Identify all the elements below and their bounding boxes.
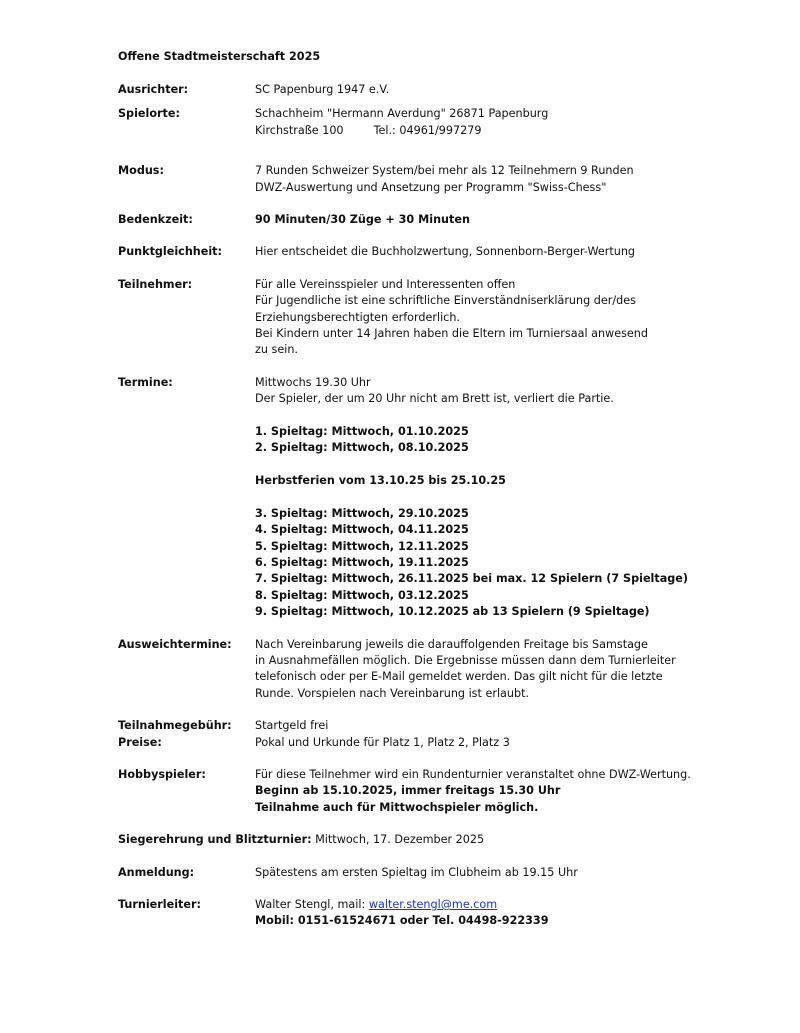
value-preise: Pokal und Urkunde für Platz 1, Platz 2, Platz 3 bbox=[255, 735, 510, 749]
email-link[interactable]: walter.stengl@me.com bbox=[368, 897, 498, 911]
teilnehmer-line: Bei Kindern unter 14 Jahren haben die Eltern im Turniersaal anwesend bbox=[255, 326, 648, 340]
turnierleiter-name: Walter Stengl, mail: bbox=[255, 897, 369, 911]
section-termine bbox=[118, 375, 718, 621]
label-teilnahmegebuehr: Teilnahmegebühr: bbox=[118, 719, 232, 733]
ausweichtermine-line: telefonisch oder per E-Mail gemeldet werden. Das gilt nicht für die letzte bbox=[255, 670, 663, 684]
section-punktgleichheit bbox=[118, 244, 718, 260]
venue-name: Schachheim "Hermann Averdung" 26871 Papenburg bbox=[255, 107, 549, 121]
label-teilnehmer: Teilnehmer: bbox=[118, 277, 193, 291]
value-bedenkzeit: 90 Minuten/30 Züge + 30 Minuten bbox=[255, 212, 470, 226]
round-date: 2. Spieltag: Mittwoch, 08.10.2025 bbox=[255, 441, 469, 455]
teilnehmer-line: zu sein. bbox=[255, 343, 298, 357]
hobbyspieler-line: Für diese Teilnehmer wird ein Rundenturnier veranstaltet ohne DWZ-Wertung. bbox=[255, 767, 691, 781]
label-siegerehrung: Siegerehrung und Blitzturnier: bbox=[118, 833, 312, 847]
value-teilnahmegebuehr: Startgeld frei bbox=[255, 719, 329, 733]
round-date: 7. Spieltag: Mittwoch, 26.11.2025 bei max. 12 Spielern (7 Spieltage) bbox=[255, 572, 688, 586]
teilnehmer-line: Für alle Vereinsspieler und Interessenten offen bbox=[255, 277, 516, 291]
turnierleiter-phones: Mobil: 0151-61524671 oder Tel. 04498-922339 bbox=[255, 914, 549, 928]
label-turnierleiter: Turnierleiter: bbox=[118, 897, 201, 911]
label-anmeldung: Anmeldung: bbox=[118, 865, 195, 879]
section-preise bbox=[118, 735, 718, 751]
section-hobbyspieler bbox=[118, 767, 718, 816]
termine-intro: Der Spieler, der um 20 Uhr nicht am Brett ist, verliert die Partie. bbox=[255, 392, 614, 406]
ausweichtermine-line: Runde. Vorspielen nach Vereinbarung ist erlaubt. bbox=[255, 686, 530, 700]
value-siegerehrung: Mittwoch, 17. Dezember 2025 bbox=[315, 833, 485, 847]
ausweichtermine-line: Nach Vereinbarung jeweils die darauffolgenden Freitage bis Samstage bbox=[255, 637, 648, 651]
modus-line: 7 Runden Schweizer System/bei mehr als 12 Teilnehmern 9 Runden bbox=[255, 164, 634, 178]
value-punktgleichheit: Hier entscheidet die Buchholzwertung, Sonnenborn-Berger-Wertung bbox=[255, 245, 636, 259]
round-date: 9. Spieltag: Mittwoch, 10.12.2025 ab 13 Spielern (9 Spieltage) bbox=[255, 605, 650, 619]
teilnehmer-line: Für Jugendliche ist eine schriftliche Einverständniserklärung der/des bbox=[255, 294, 636, 308]
label-punktgleichheit: Punktgleichheit: bbox=[118, 245, 222, 259]
section-ausweichtermine bbox=[118, 637, 718, 703]
round-date: 8. Spieltag: Mittwoch, 03.12.2025 bbox=[255, 588, 469, 602]
modus-line: DWZ-Auswertung und Ansetzung per Programm "Swiss-Chess" bbox=[255, 180, 607, 194]
label-preise: Preise: bbox=[118, 735, 162, 749]
section-ausrichter bbox=[118, 82, 718, 98]
section-teilnehmer bbox=[118, 277, 718, 359]
round-date: 3. Spieltag: Mittwoch, 29.10.2025 bbox=[255, 506, 469, 520]
ausweichtermine-line: in Ausnahmefällen möglich. Die Ergebnisse müssen dann dem Turnierleiter bbox=[255, 653, 676, 667]
document-title: Offene Stadtmeisterschaft 2025 bbox=[118, 50, 321, 63]
section-turnierleiter bbox=[118, 897, 718, 930]
label-ausweichtermine: Ausweichtermine: bbox=[118, 637, 232, 651]
label-spielorte: Spielorte: bbox=[118, 107, 180, 121]
hobbyspieler-line: Beginn ab 15.10.2025, immer freitags 15.30 Uhr bbox=[255, 784, 561, 798]
section-modus bbox=[118, 163, 718, 196]
label-ausrichter: Ausrichter: bbox=[118, 83, 189, 96]
round-date: 5. Spieltag: Mittwoch, 12.11.2025 bbox=[255, 539, 469, 553]
hobbyspieler-line: Teilnahme auch für Mittwochspieler möglich. bbox=[255, 800, 539, 814]
holiday-notice: Herbstferien vom 13.10.25 bis 25.10.25 bbox=[255, 474, 506, 488]
label-hobbyspieler: Hobbyspieler: bbox=[118, 767, 206, 781]
value-ausrichter: SC Papenburg 1947 e.V. bbox=[255, 83, 390, 96]
section-siegerehrung bbox=[118, 832, 718, 848]
round-date: 6. Spieltag: Mittwoch, 19.11.2025 bbox=[255, 556, 469, 570]
label-termine: Termine: bbox=[118, 375, 173, 389]
section-teilnahmegebuehr bbox=[118, 718, 718, 734]
teilnehmer-line: Erziehungsberechtigten erforderlich. bbox=[255, 310, 460, 324]
venue-phone: Tel.: 04961/997279 bbox=[373, 123, 482, 137]
round-date: 4. Spieltag: Mittwoch, 04.11.2025 bbox=[255, 523, 469, 537]
section-spielorte bbox=[118, 106, 718, 139]
label-modus: Modus: bbox=[118, 164, 164, 178]
section-bedenkzeit bbox=[118, 212, 718, 228]
document-page bbox=[118, 49, 718, 930]
round-date: 1. Spieltag: Mittwoch, 01.10.2025 bbox=[255, 424, 469, 438]
section-anmeldung bbox=[118, 865, 718, 881]
termine-intro: Mittwochs 19.30 Uhr bbox=[255, 375, 371, 389]
venue-street: Kirchstraße 100 bbox=[255, 123, 344, 137]
value-anmeldung: Spätestens am ersten Spieltag im Clubheim ab 19.15 Uhr bbox=[255, 865, 578, 879]
label-bedenkzeit: Bedenkzeit: bbox=[118, 212, 193, 226]
